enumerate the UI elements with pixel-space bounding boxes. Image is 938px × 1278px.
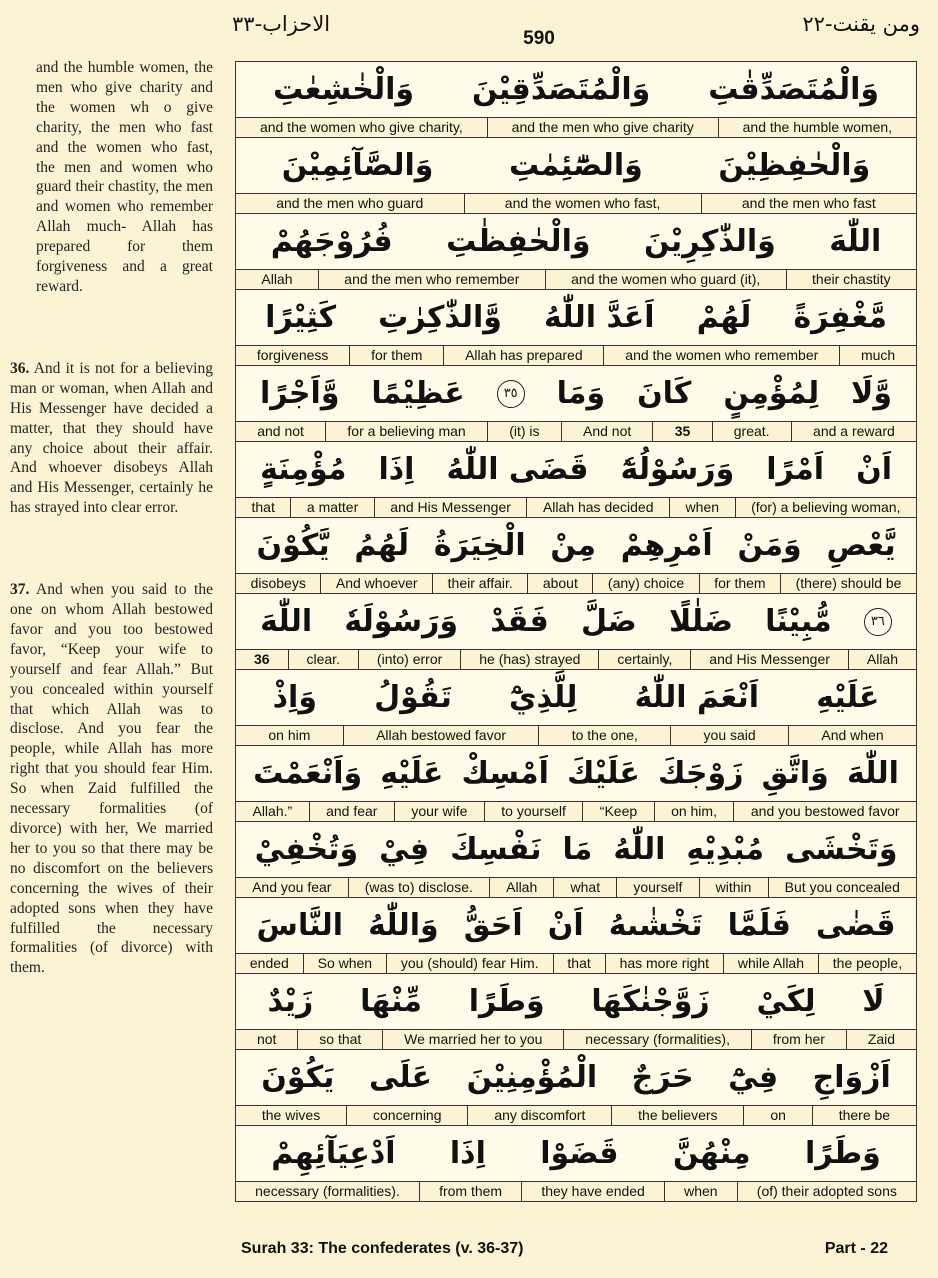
english-gloss-line [236,878,916,898]
arabic-word: فِيْٓ [728,1060,779,1095]
verse-row [236,898,916,974]
arabic-word: كَانَ [637,376,692,411]
gloss-cell: you (should) fear Him. [386,954,553,973]
gloss-cell: while Allah [723,954,818,973]
gloss-cell: Allah has decided [526,498,669,517]
arabic-word: يَّعْصِ [826,528,896,563]
page-number: 590 [523,28,555,49]
arabic-word: اَمْرًا [766,452,825,487]
arabic-line [236,62,916,118]
verse-row [236,974,916,1050]
verse-row [236,290,916,366]
gloss-cell: necessary (formalities). [255,1183,400,1199]
english-gloss-line [236,422,916,442]
translation-paragraph: and the humble women, the men who give charity and the women wh o give charity, the men who fast and the women who fast, the men and women who guard their chastity, the men and women who remember Allah much- Allah has prepared for them forgiveness and a great reward. [36,59,213,295]
gloss-cell: necessary (formalities), [563,1030,751,1049]
verse-end-marker: ٣٦ [864,608,892,636]
arabic-word: وَالْحٰفِظِيْنَ [718,148,871,183]
arabic-line [236,366,916,422]
gloss-cell: “Keep [582,802,653,821]
arabic-word: فُرُوْجَهُمْ [270,224,393,259]
gloss-cell: and His Messenger [374,498,527,517]
gloss-cell: clear. [288,650,358,669]
gloss-cell: their chastity [786,270,916,289]
gloss-cell: you said [670,726,788,745]
gloss-cell: that [553,954,605,973]
verse-row [236,822,916,898]
gloss-cell: they have ended [521,1182,664,1201]
gloss-cell: ended [249,955,289,971]
arabic-word: وَطَرًا [804,1136,881,1171]
english-gloss-line [236,118,916,138]
arabic-word: مُّبِيْنًا [765,604,832,639]
arabic-line [236,1126,916,1182]
arabic-word: تَخْشٰىهُ [608,908,703,943]
arabic-word: وَّاَجْرًا [259,376,340,411]
arabic-word: النَّاسَ [256,908,344,943]
arabic-word: يَكُوْنَ [261,1060,335,1095]
translation-paragraph: 36. And it is not for a believing man or woman, when Allah and His Messenger have decided a matter, that they should have any choice about their affair. And whoever disobeys Allah and His Messenger, certainly he has strayed into clear error. [10,359,213,517]
gloss-cell: to the one, [538,726,670,745]
gloss-cell: when [669,498,735,517]
gloss-cell: and the women who guard (it), [545,270,786,289]
arabic-word: قَضَى اللّٰهُ [446,452,589,487]
gloss-cell: And whoever [320,574,432,593]
verse-end-marker: ٣٥ [497,380,525,408]
english-gloss-line [236,650,916,670]
gloss-cell: And you fear [252,879,332,895]
arabic-word: فِيْ [379,832,430,867]
arabic-word: عَلَيْكَ [566,756,640,791]
arabic-word: كَثِيْرًا [265,300,337,335]
arabic-word: وَاَنْعَمْتَ [253,756,363,791]
gloss-cell: We married her to you [382,1030,563,1049]
gloss-cell: from them [419,1182,521,1201]
verse-row [236,1050,916,1126]
gloss-cell: that [251,499,275,515]
arabic-word: وَالْمُتَصَدِّقٰتِ [708,72,880,107]
gloss-cell: Allah has prepared [443,346,603,365]
gloss-cell: Allah [848,650,916,669]
gloss-cell: So when [303,954,386,973]
arabic-line [236,746,916,802]
arabic-word: اَزْوَاجِ [812,1060,891,1095]
gloss-cell: on him, [654,802,734,821]
page-header [0,0,938,58]
gloss-cell: and the men who fast [701,194,916,213]
verse-row [236,518,916,594]
arabic-word: اَحَقُّ [463,908,523,943]
arabic-word: وَالذّٰكِرِيْنَ [643,224,776,259]
arabic-word: يَّكُوْنَ [256,528,330,563]
arabic-word: ضَلَّ [580,604,637,639]
gloss-cell: so that [297,1030,382,1049]
gloss-cell: and not [257,423,304,439]
arabic-word: مُبْدِيْهِ [686,832,765,867]
arabic-word: زَيْدٌ [267,984,314,1019]
arabic-word: وَمَنْ [737,528,802,563]
arabic-word: اللّٰهَ [829,224,882,259]
arabic-line [236,442,916,498]
arabic-line [236,290,916,346]
verse-row [236,1126,916,1201]
gloss-cell: and the men who guard [276,195,424,211]
arabic-word: قَضَوْا [540,1136,619,1171]
arabic-word: مِّنْهَا [360,984,422,1019]
gloss-cell: for a believing man [325,422,487,441]
gloss-cell: yourself [616,878,698,897]
gloss-cell: the wives [261,1107,321,1123]
gloss-cell: there be [812,1106,916,1125]
verse-row [236,366,916,442]
gloss-cell: and the women who remember [603,346,839,365]
gloss-cell: concerning [346,1106,467,1125]
gloss-cell: and the men who remember [318,270,545,289]
translation-paragraph: 37. And when you said to the one on whom Allah bestowed favor and you too bestowed favor, “Keep your wife to yourself and fear Allah.” But you concealed within yourself that which Allah was to disclose. And you fear the people, while Allah has more right that you should fear Him. So when Zaid fulfilled the necessary formalities (of divorce) with her, We married her to you so that there may be no discomfort on the believers concerning the wives of their adopted sons when they have fulfilled the necessary formalities (of divorce) with them. [10,581,213,977]
english-gloss-line [236,1106,916,1126]
arabic-word: قَضٰى [815,908,896,943]
gloss-cell: Allah [489,878,553,897]
arabic-word: اللّٰهَ [846,756,899,791]
header-juz-title: ومن يقنت-٢٢ [802,12,920,36]
gloss-cell: from her [751,1030,846,1049]
arabic-word: فَلَمَّا [727,908,791,943]
gloss-cell: (it) is [487,422,561,441]
arabic-word: وَتَخْشَى [785,832,898,867]
arabic-word: لِكَيْ [756,984,816,1019]
gloss-cell: (there) should be [780,574,916,593]
arabic-word: وَمَا [556,376,606,411]
page-footer [0,1236,938,1266]
gloss-cell: disobeys [250,575,306,591]
arabic-word: وَالصَّآئِمِيْنَ [281,148,434,183]
gloss-cell: to yourself [484,802,583,821]
gloss-cell: And when [788,726,916,745]
arabic-word: زَوْجَكَ [658,756,744,791]
arabic-line [236,670,916,726]
verse-number: 37. [10,581,30,599]
arabic-word: وَرَسُوْلُهٗٓ [620,452,735,487]
arabic-word: اَنْعَمَ اللّٰهُ [634,680,760,715]
gloss-cell: and the men who give charity [487,118,718,137]
gloss-cell: and the women who fast, [464,194,701,213]
arabic-word: عَلَيْهِ [816,680,880,715]
arabic-word: اللّٰهَ [260,604,313,639]
english-gloss-line [236,270,916,290]
arabic-line [236,1050,916,1106]
arabic-word: فَقَدْ [490,604,549,639]
arabic-word: وَالصّٰٓئِمٰتِ [508,148,643,183]
arabic-word: اِذَا [378,452,415,487]
gloss-cell: for them [699,574,780,593]
gloss-cell: and fear [309,802,394,821]
arabic-word: عَلَيْهِ [380,756,444,791]
gloss-cell: and a reward [791,422,916,441]
arabic-word: لَهُمُ [354,528,410,563]
gloss-cell: and the humble women, [718,118,916,137]
arabic-word: اللّٰهُ [613,832,666,867]
translation-column [10,58,213,978]
gloss-cell: (was to) disclose. [348,878,489,897]
gloss-cell: on [743,1106,811,1125]
gloss-cell: Allah.” [252,803,293,819]
arabic-word: وَاتَّقِ [761,756,829,791]
verse-number-cell: 35 [652,422,711,441]
arabic-word: لِلَّذِيْٓ [509,680,578,715]
arabic-word: اَمْرِهِمْ [620,528,713,563]
english-gloss-line [236,574,916,594]
gloss-cell: and you bestowed favor [733,802,916,821]
verse-number: 36. [10,359,30,377]
gloss-cell: not [256,1031,277,1047]
gloss-cell: certainly, [598,650,690,669]
arabic-word: وَالْحٰفِظٰتِ [446,224,591,259]
arabic-word: وَطَرًا [468,984,545,1019]
verse-row [236,594,916,670]
gloss-cell: (of) their adopted sons [737,1182,916,1201]
arabic-word: اَدْعِيَآئِهِمْ [271,1136,396,1171]
english-gloss-line [236,1182,916,1201]
gloss-cell: your wife [394,802,484,821]
arabic-word: وَّالذّٰكِرٰتِ [378,300,502,335]
arabic-word: لَا [862,984,885,1019]
english-gloss-line [236,954,916,974]
gloss-cell: (into) error [358,650,460,669]
gloss-cell: But you concealed [768,878,916,897]
arabic-word: الْمُؤْمِنِيْنَ [466,1060,598,1095]
gloss-cell: and the women who give charity, [259,119,463,135]
arabic-word: وَّلَا [851,376,893,411]
gloss-cell: the believers [611,1106,743,1125]
gloss-cell: (any) choice [592,574,698,593]
arabic-line [236,138,916,194]
gloss-cell: much [839,346,916,365]
gloss-cell: Allah [261,271,293,287]
english-gloss-line [236,726,916,746]
gloss-cell: a matter [290,498,373,517]
verse-row [236,62,916,138]
arabic-word: وَالْمُتَصَدِّقِيْنَ [471,72,651,107]
gloss-cell: any discomfort [467,1106,611,1125]
gloss-cell: great. [712,422,791,441]
english-gloss-line [236,1030,916,1050]
arabic-word: زَوَّجْنٰكَهَا [591,984,710,1019]
arabic-word: وَتُخْفِيْ [254,832,359,867]
arabic-word: عَظِيْمًا [371,376,465,411]
gloss-cell: forgiveness [256,347,329,363]
arabic-word: اَمْسِكْ [461,756,549,791]
arabic-word: الْخِيَرَةُ [433,528,526,563]
gloss-cell: their affair. [432,574,527,593]
verse-row [236,442,916,518]
english-gloss-line [236,498,916,518]
verse-number-cell: 36 [253,651,270,667]
english-gloss-line [236,802,916,822]
gloss-cell: Zaid [846,1030,916,1049]
arabic-word: مَّغْفِرَةً [793,300,887,335]
arabic-word: مُؤْمِنَةٍ [260,452,347,487]
footer-surah-title: Surah 33: The confederates (v. 36-37) [241,1240,524,1257]
gloss-cell: the people, [818,954,916,973]
verse-row [236,670,916,746]
arabic-word: وَالْخٰشِعٰتِ [272,72,415,107]
gloss-cell: on him [268,727,311,743]
arabic-line [236,594,916,650]
arabic-word: اِذَا [449,1136,486,1171]
arabic-word: مِنْ [550,528,596,563]
arabic-word: وَاِذْ [272,680,317,715]
gloss-cell: has more right [605,954,723,973]
gloss-cell: for them [349,346,443,365]
arabic-word: نَفْسِكَ [450,832,542,867]
gloss-cell: And not [561,422,653,441]
gloss-cell: about [527,574,592,593]
arabic-word: لِمُؤْمِنٍ [723,376,820,411]
arabic-word: مِنْهُنَّ [672,1136,751,1171]
arabic-word: اَنْ [856,452,892,487]
arabic-word: وَرَسُوْلَهٗ [344,604,459,639]
gloss-cell: he (has) strayed [460,650,598,669]
arabic-line [236,214,916,270]
arabic-word: وَاللّٰهُ [368,908,439,943]
arabic-word: ضَلٰلًا [668,604,733,639]
footer-part: Part - 22 [824,1240,888,1257]
gloss-cell: and His Messenger [690,650,848,669]
verse-row [236,138,916,214]
header-surah-title: الاحزاب-٣٣ [232,12,331,36]
english-gloss-line [236,194,916,214]
word-by-word-grid [235,61,917,1202]
arabic-word: اَعَدَّ اللّٰهُ [544,300,655,335]
english-gloss-line [236,346,916,366]
gloss-cell: what [553,878,616,897]
arabic-line [236,898,916,954]
arabic-word: حَرَجٌ [631,1060,694,1095]
arabic-line [236,518,916,574]
arabic-word: مَا [562,832,593,867]
gloss-cell: (for) a believing woman, [735,498,916,517]
gloss-cell: within [699,878,768,897]
verse-row [236,214,916,290]
gloss-cell: Allah bestowed favor [343,726,539,745]
arabic-line [236,822,916,878]
gloss-cell: when [664,1182,737,1201]
arabic-line [236,974,916,1030]
arabic-word: لَهُمْ [696,300,752,335]
verse-row [236,746,916,822]
arabic-word: تَقُوْلُ [374,680,452,715]
arabic-word: اَنْ [547,908,584,943]
arabic-word: عَلَى [368,1060,433,1095]
